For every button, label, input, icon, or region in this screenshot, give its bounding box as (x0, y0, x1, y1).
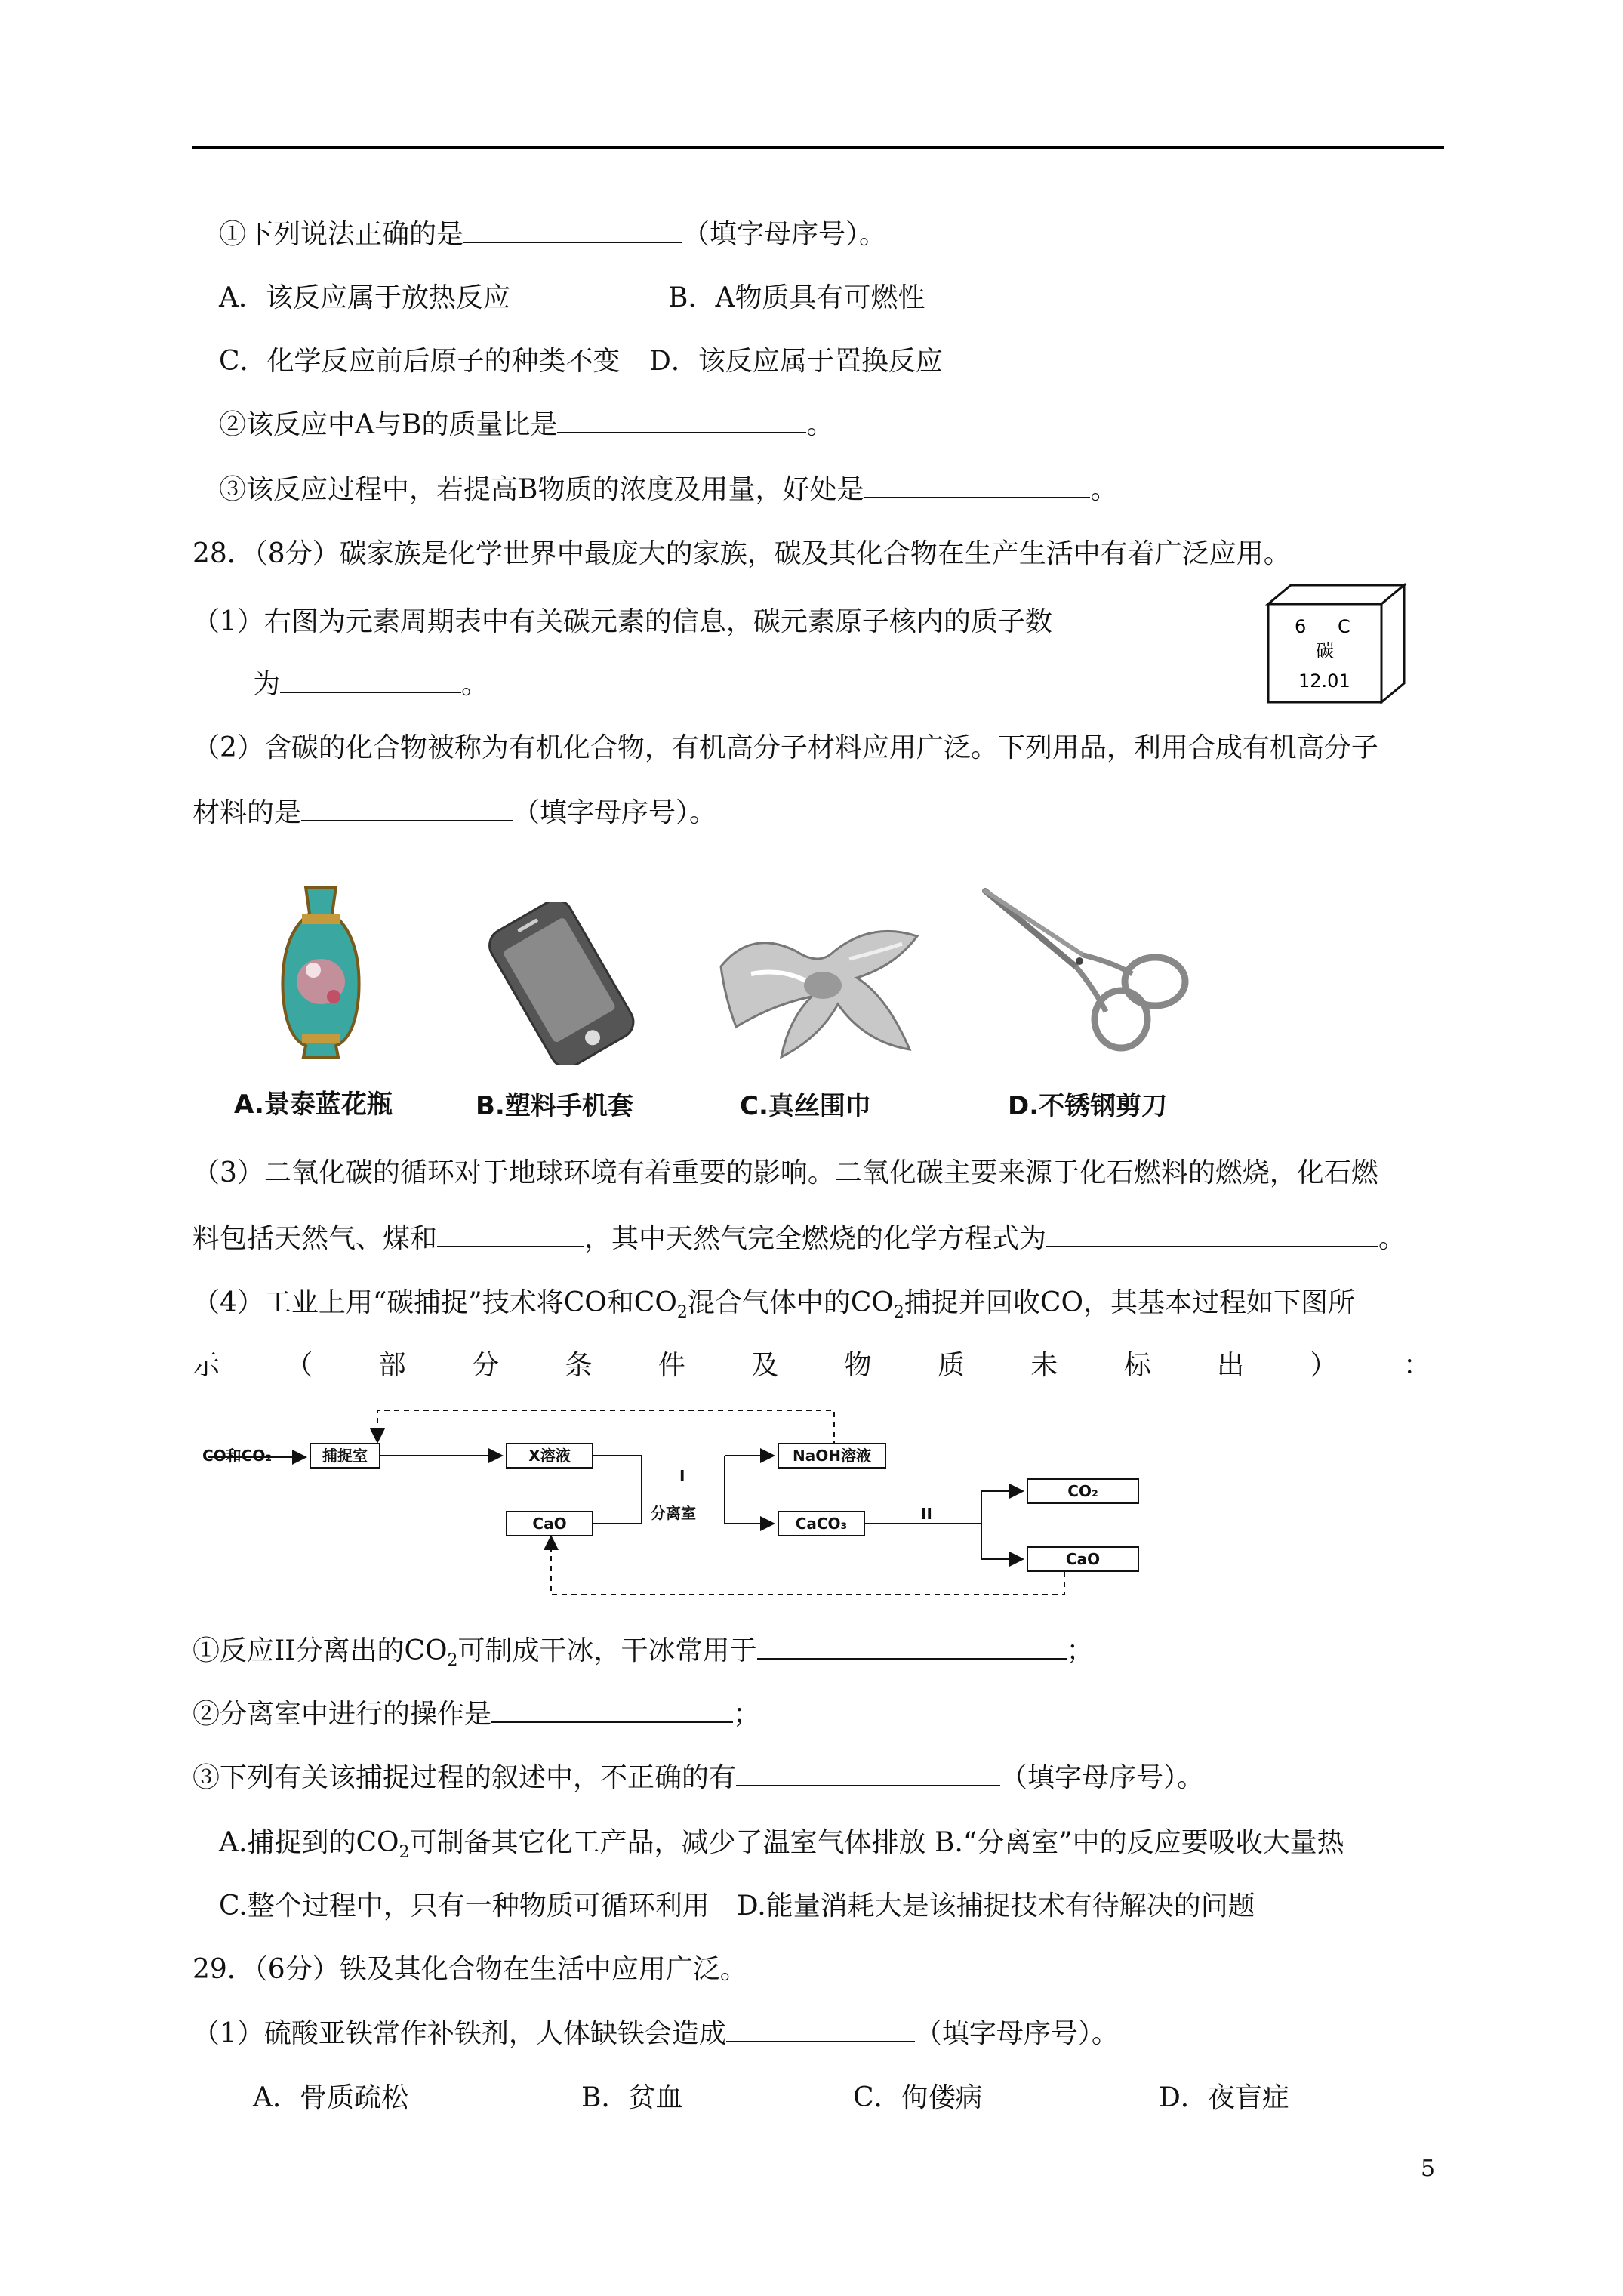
q29-option-b: B．贫血 (581, 2082, 683, 2113)
answer-blank[interactable] (757, 1635, 1067, 1660)
flow-reaction-ii-label: II (921, 1505, 932, 1523)
element-name: 碳 (1316, 640, 1334, 661)
flow-naoh-solution: NaOH溶液 (778, 1443, 886, 1469)
q27-statement-3: ③该反应过程中，若提高B物质的浓度及用量，好处是 。 (219, 474, 1118, 505)
q28-sub-3: ③下列有关该捕捉过程的叙述中，不正确的有 （填字母序号）。 (192, 1762, 1205, 1793)
q27-option-b: B．A物质具有可燃性 (668, 282, 925, 313)
flow-x-solution: X溶液 (506, 1443, 593, 1469)
q28-sub-1: ①反应II分离出的$CO_2$可制成干冰，干冰常用于 ； (192, 1635, 1094, 1671)
answer-blank[interactable] (437, 1223, 584, 1247)
q29-option-c: C．佝偻病 (853, 2082, 983, 2113)
header-rule (192, 146, 1444, 149)
element-symbol: C (1338, 616, 1350, 637)
q29-heading: 29．（6分）铁及其化合物在生活中应用广泛。 (192, 1954, 747, 1985)
flow-reaction-i-label: I (679, 1467, 685, 1485)
item-caption-a: A.景泰蓝花瓶 (234, 1089, 393, 1120)
q27-option-a: A．该反应属于放热反应 (219, 282, 510, 313)
q28-part1-line1: （1）右图为元素周期表中有关碳元素的信息，碳元素原子核内的质子数 (192, 606, 1052, 637)
q28-part4-line1: （4）工业上用“碳捕捉”技术将CO和$CO_2$混合气体中的$CO_2$捕捉并回收CO，其基本过程如下图所 (192, 1287, 1355, 1323)
q28-part3-line2: 料包括天然气、煤和 ，其中天然气完全燃烧的化学方程式为 。 (192, 1223, 1406, 1254)
stainless-steel-scissors-image (970, 883, 1196, 1065)
answer-blank[interactable] (463, 219, 682, 243)
item-caption-c: C.真丝围巾 (740, 1091, 871, 1121)
flow-caco3: CaCO₃ (778, 1511, 865, 1536)
answer-blank[interactable] (301, 797, 513, 821)
answer-blank[interactable] (864, 474, 1090, 498)
flow-capture-chamber: 捕捉室 (310, 1443, 380, 1469)
element-number: 6 (1295, 616, 1307, 637)
q28-heading: 28．（8分）碳家族是化学世界中最庞大的家族，碳及其化合物在生产生活中有着广泛应用。 (192, 538, 1291, 569)
q27-option-c: C．化学反应前后原子的种类不变 (219, 346, 621, 377)
answer-blank[interactable] (557, 409, 806, 433)
q27-statement-2: ②该反应中A与B的质量比是 。 (219, 409, 834, 440)
q28-part1-line2: 为 。 (253, 669, 489, 700)
item-caption-d: D.不锈钢剪刀 (1008, 1091, 1168, 1121)
flow-cao-left: CaO (506, 1511, 593, 1536)
element-mass: 12.01 (1298, 670, 1350, 692)
q27-option-d: D．该反应属于置换反应 (649, 346, 943, 377)
q28-sub-2: ②分离室中进行的操作是 ； (192, 1699, 761, 1730)
q28-part2-line2: 材料的是 （填字母序号）。 (192, 797, 717, 828)
answer-blank[interactable] (280, 669, 461, 693)
answer-blank[interactable] (736, 1762, 1000, 1786)
answer-blank[interactable] (491, 1699, 733, 1723)
flow-co2-output: CO₂ (1027, 1478, 1139, 1504)
q29-option-d: D．夜盲症 (1159, 2082, 1289, 2113)
q29-option-a: A．骨质疏松 (253, 2082, 408, 2113)
q27-statement-1: ①下列说法正确的是 （填字母序号）。 (219, 219, 887, 250)
q28-sub-3-options-ab: A.捕捉到的$CO_2$可制备其它化工产品，减少了温室气体排放 B.“分离室”中的反应要吸收大量热 (219, 1827, 1344, 1863)
answer-blank[interactable] (726, 2018, 915, 2042)
plastic-phone-case-image (476, 902, 649, 1065)
q28-part4-line2: 示 （ 部 分 条 件 及 物 质 未 标 出 ） ： (192, 1350, 1431, 1381)
carbon-element-card (1261, 581, 1427, 710)
q29-part1: （1）硫酸亚铁常作补铁剂，人体缺铁会造成 （填字母序号）。 (192, 2018, 1119, 2049)
cloisonne-vase-image (272, 883, 370, 1065)
flow-separation-chamber: 分离室 (651, 1504, 696, 1522)
answer-blank[interactable] (1046, 1223, 1378, 1247)
item-caption-b: B.塑料手机套 (476, 1091, 633, 1121)
silk-scarf-image (706, 906, 932, 1068)
q28-sub-3-options-cd: C.整个过程中，只有一种物质可循环利用 D.能量消耗大是该捕捉技术有待解决的问题 (219, 1891, 1255, 1922)
q28-part3-line1: （3）二氧化碳的循环对于地球环境有着重要的影响。二氧化碳主要来源于化石燃料的燃烧，化石燃 (192, 1157, 1378, 1188)
flow-input-label: CO和CO₂ (202, 1447, 273, 1465)
page-number: 5 (1421, 2156, 1436, 2182)
q28-part2-line1: （2）含碳的化合物被称为有机化合物，有机高分子材料应用广泛。下列用品，利用合成有机高分子 (192, 732, 1378, 763)
flow-cao-output: CaO (1027, 1546, 1139, 1572)
